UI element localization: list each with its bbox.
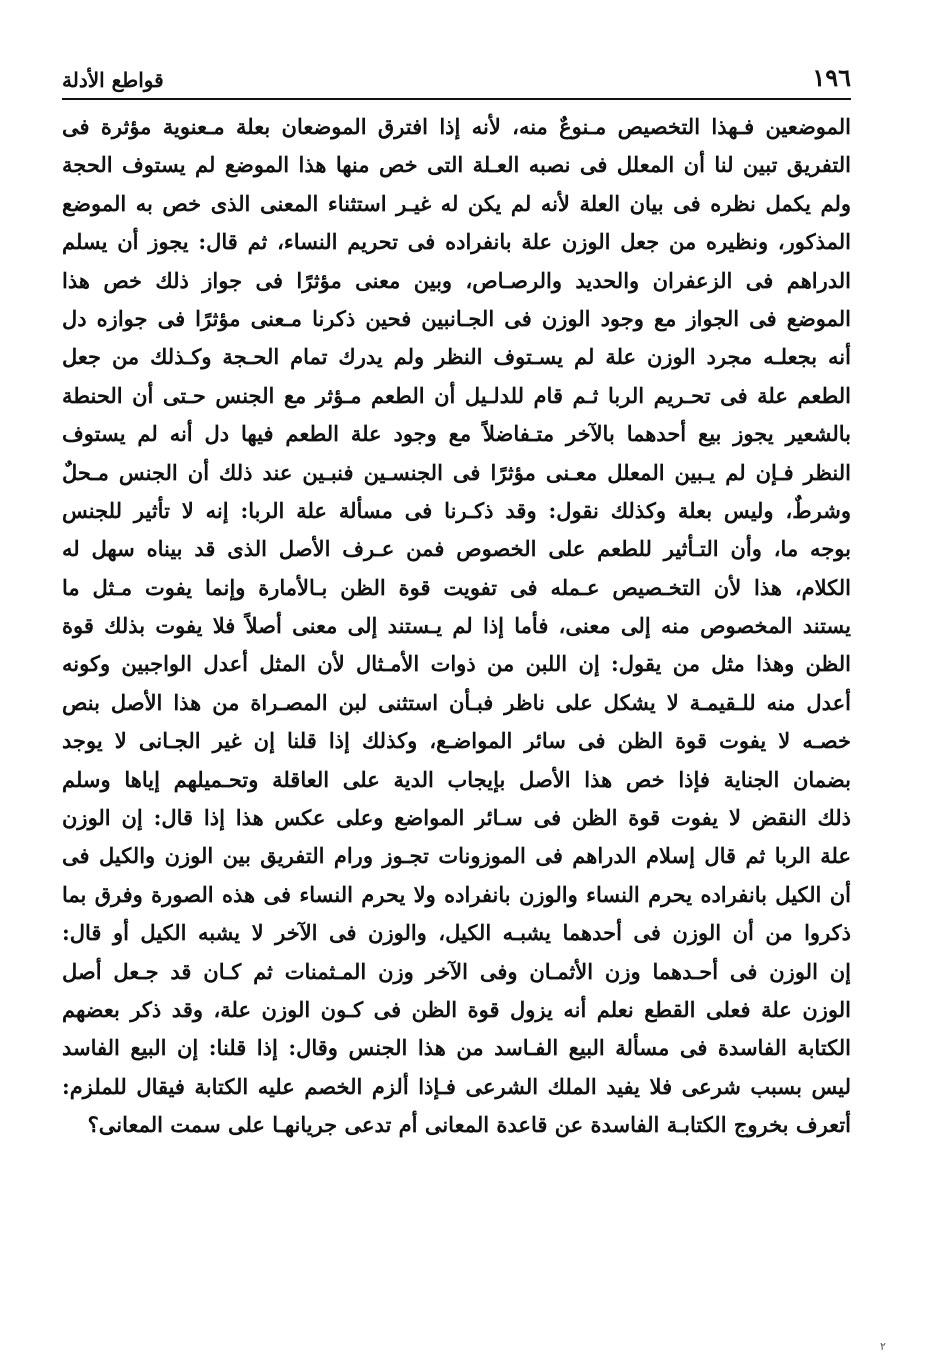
text-line: الموضعين فـهذا التخصيص مـنوعٌ منه، لأنه إذا افترق الموضعان بعلة مـعنوية مؤثرة فى	[62, 114, 851, 139]
text-line: المذكور، ونظيره من جعل الوزن علة بانفراده فى تحريم النساء، ثم قال: يجوز أن يسلم	[62, 229, 851, 255]
text-line: الكتابة الفاسدة فى مسألة البيع الفـاسد من هذا الجنس وقال: إذا قلنا: إن البيع الفاسد	[62, 1035, 851, 1061]
text-line: وشرطٌ، وليس بعلة وكذلك نقول: وقد ذكـرنا فى مسألة علة الربا: إنه لا تأثير للجنس	[62, 497, 851, 523]
running-header	[62, 52, 851, 100]
text-line: الكلام، هذا لأن التخـصيص عـمله فى تفويت قوة الظن بـالأمارة وإنما يفوت مـثل ما	[62, 574, 851, 600]
text-line: الدراهم فى الزعفران والحديد والرصـاص، وبين معنى مؤثرًا فى جواز ذلك خص هذا	[62, 267, 851, 293]
body-text	[62, 108, 851, 1145]
text-line: بوجه ما، وأن التـأثير للطعم على الخصوص فمن عـرف الأصل الذى قد بيناه سهل له	[62, 536, 851, 562]
text-line: ولم يكمل نظره فى بيان العلة لأنه لم يكن له غيـر استثناء المعنى الذى خص به الموضع	[62, 190, 851, 216]
text-line: بالشعير يجوز بيع أحدهما بالآخر متـفاضلاً مع وجود علة الطعم فيها دل أنه لم يستوف	[62, 421, 851, 447]
text-line: النظر فـإن لم يـبين المعلل معـنى مؤثرًا فى الجنسـين فنبـين عند ذلك أن الجنس مـحلٌ	[62, 459, 851, 485]
text-line: الوزن علة فعلى القطع نعلم أنه يزول قوة الظن فى كـون الوزن علة، وقد ذكر بعضهم	[62, 996, 851, 1022]
book-title: قواطع الأدلة	[62, 68, 164, 92]
text-line: بضمان الجناية فإذا خص هذا الأصل بإيجاب الدية على العاقلة وتحـميلهم إياها وسلم	[62, 766, 851, 792]
text-line: الظن وهذا مثل من يقول: إن اللبن من ذوات الأمـثال لأن المثل أعدل الواجبين وكونه	[62, 651, 851, 677]
text-line: ذكروا من أن الوزن فى أحدهما يشبـه الكيل، والوزن فى الآخر لا يشبه الكيل أو قال:	[62, 920, 851, 946]
text-line: الطعم علة فى تحـريم الربا ثـم قام للدلـيل أن الطعم مـؤثر مع الجنس حـتى أن الحنطة	[62, 382, 851, 408]
text-line-last: أتعرف بخروج الكتابـة الفاسدة عن قاعدة المعانى أم تدعى جريانهـا على سمت المعانى؟	[87, 1112, 851, 1138]
text-line: إن الوزن فى أحـدهما وزن الأثمـان وفى الآخر وزن المـثمنات ثم كـان قد جـعل أصل	[62, 958, 851, 984]
text-line: التفريق تبين لنا أن المعلل فى نصبه العـلة التى خص منها هذا الموضع لم يستوف الحجة	[62, 152, 851, 178]
text-line: خصـه لا يفوت قوة الظن فى سائر المواضـع، وكذلك إذا قلنا إن غير الجـانى لا يوجد	[62, 728, 851, 754]
text-line: ليس بسبب شرعى فلا يفيد الملك الشرعى فـإذا ألزم الخصم عليه الكتابة فيقال للملزم:	[62, 1073, 851, 1099]
page-number: ١٩٦	[812, 63, 851, 92]
text-line: الموضع فى الجواز مع وجود الوزن فى الجـانبين فحين ذكرنا مـعنى مؤثرًا فى جوازه دل	[62, 305, 851, 331]
corner-mark: ٢	[880, 1340, 886, 1353]
text-line: أنه بجعلـه مجرد الوزن علة لم يسـتوف النظر ولم يدرك تمام الحـجة وكـذلك من جعل	[62, 344, 851, 370]
text-line: أن الكيل بانفراده يحرم النساء والوزن بانفراده ولا يحرم النساء فى هذه الصورة وفرق بما	[62, 881, 851, 907]
text-line: يستند المخصوص منه إلى معنى، فأما إذا لم يـستند إلى معنى أصلاً فلا يفوت بذلك قوة	[62, 613, 851, 639]
text-line: أعدل منه للـقيمـة لا يشكل على ناظر فبـأن استثنى لبن المصـراة من هذا الأصل بنص	[62, 689, 851, 715]
text-line: ذلك النقض لا يفوت قوة الظن فى سـائر المواضع وعلى عكس هذا إذا قال: إن الوزن	[62, 805, 851, 831]
text-line: علة الربا ثم قال إسلام الدراهم فى الموزونات تجـوز ورام التفريق بين الوزن والكيل فى	[62, 843, 851, 869]
